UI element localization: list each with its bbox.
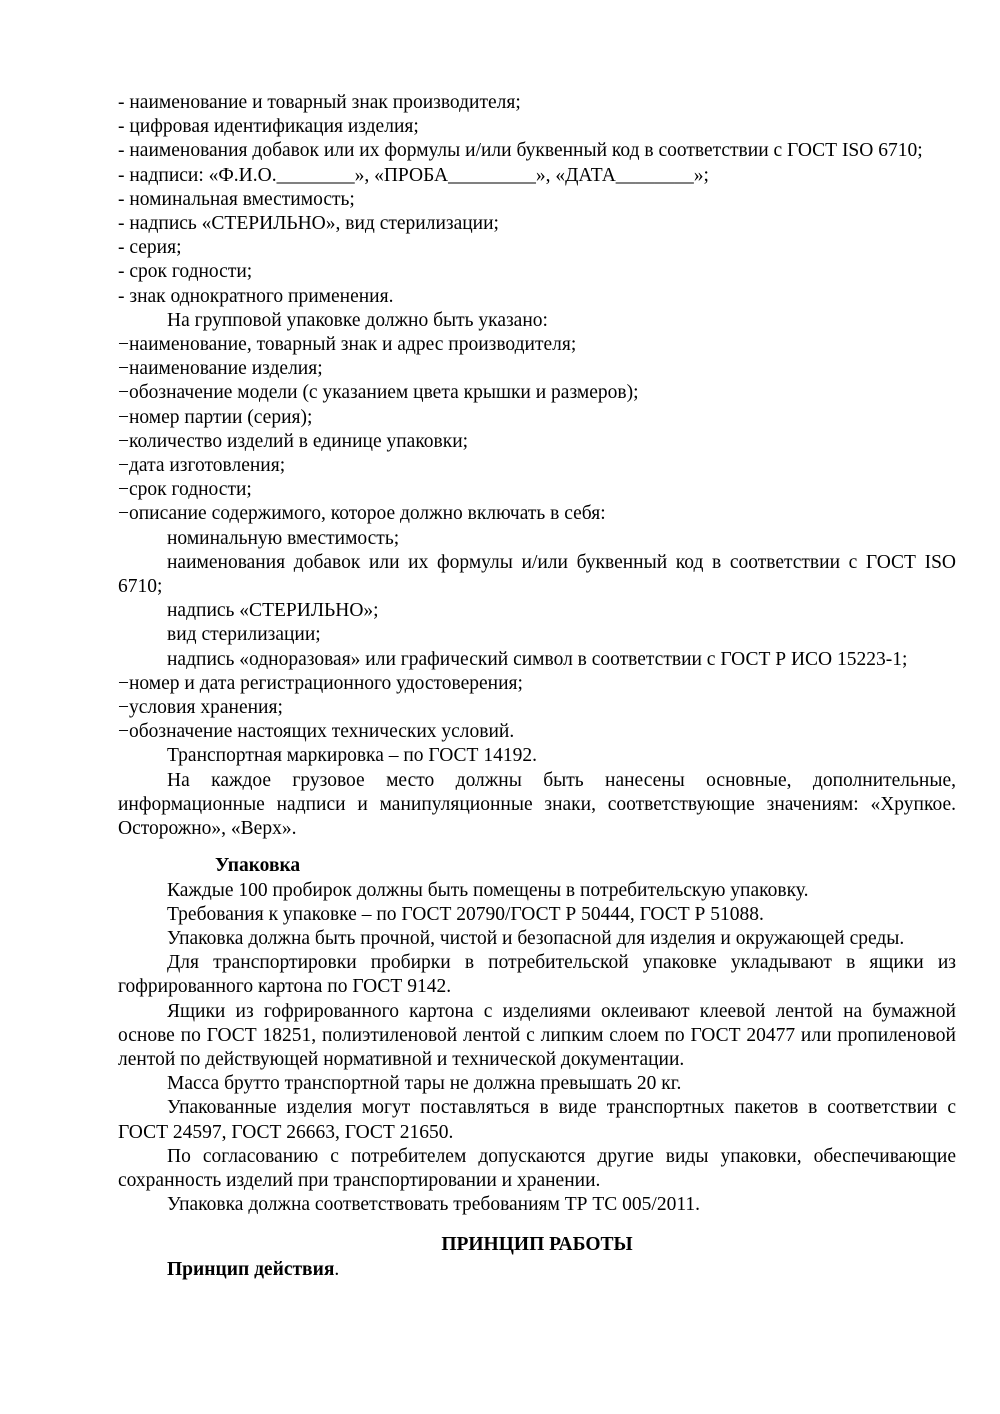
paragraph: вид стерилизации; xyxy=(167,624,321,646)
subsection-heading xyxy=(118,1258,956,1282)
list-item: −дата изготовления; xyxy=(118,455,286,477)
paragraph: Требования к упаковке – по ГОСТ 20790/ГОСТ Р 50444, ГОСТ Р 51088. xyxy=(167,903,764,925)
paragraph: Упаковка должна соответствовать требованиям ТР ТС 005/2011. xyxy=(167,1194,700,1216)
list-item: - серия; xyxy=(118,237,182,259)
chapter-heading: ПРИНЦИП РАБОТЫ xyxy=(441,1234,633,1256)
bold-lead-text: Принцип действия xyxy=(167,1258,335,1280)
paragraph-tail: . xyxy=(334,1258,340,1280)
paragraph: номинальную вместимость; xyxy=(167,527,400,549)
paragraph: На каждое грузовое место должны быть нанесены основные, дополнительные, информационные надписи и манипуляционные знаки, соответствующие значениям: «Хрупкое. Осторожно», «Верх». xyxy=(118,769,956,840)
paragraph: надпись «одноразовая» или графический символ в соответствии с ГОСТ Р ИСО 15223-1; xyxy=(167,648,908,670)
list-item: −номер партии (серия); xyxy=(118,406,313,428)
paragraph: По согласованию с потребителем допускаются другие виды упаковки, обеспечивающие сохранность изделий при транспортировании и хранении. xyxy=(118,1145,956,1191)
list-item: - номинальная вместимость; xyxy=(118,188,355,210)
paragraph: надпись «СТЕРИЛЬНО»; xyxy=(167,600,379,622)
list-item: - надписи: «Ф.И.О.________», «ПРОБА_________», «ДАТА________»; xyxy=(118,164,709,186)
list-item: −описание содержимого, которое должно включать в себя: xyxy=(118,503,606,525)
list-item: −срок годности; xyxy=(118,479,252,501)
section-heading: Упаковка xyxy=(215,855,301,877)
list-item: −обозначение настоящих технических условий. xyxy=(118,721,515,743)
paragraph: Транспортная маркировка – по ГОСТ 14192. xyxy=(167,745,537,767)
document-body xyxy=(118,91,956,1282)
paragraph: наименования добавок или их формулы и/или буквенный код в соответствии с ГОСТ ISO 6710; xyxy=(118,551,956,598)
paragraph: Ящики из гофрированного картона с изделиями оклеивают клеевой лентой на бумажной основе по ГОСТ 18251, полиэтиленовой лентой с липким слоем по ГОСТ 20477 или пропиленовой лентой по действующей нормативной и технической документации. xyxy=(118,1000,956,1070)
list-item: −номер и дата регистрационного удостоверения; xyxy=(118,672,523,694)
list-item: - цифровая идентификация изделия; xyxy=(118,116,419,138)
paragraph: Упакованные изделия могут поставляться в виде транспортных пакетов в соответствии с ГОСТ 24597, ГОСТ 26663, ГОСТ 21650. xyxy=(118,1097,956,1143)
list-item: −обозначение модели (с указанием цвета крышки и размеров); xyxy=(118,382,639,404)
paragraph: Упаковка должна быть прочной, чистой и безопасной для изделия и окружающей среды. xyxy=(167,927,905,949)
list-item: −наименование, товарный знак и адрес производителя; xyxy=(118,334,577,356)
list-item: - срок годности; xyxy=(118,261,253,283)
paragraph: Каждые 100 пробирок должны быть помещены в потребительскую упаковку. xyxy=(167,879,809,901)
paragraph: Масса брутто транспортной тары не должна превышать 20 кг. xyxy=(167,1073,682,1095)
list-item: - знак однократного применения. xyxy=(118,285,394,307)
list-item: - наименование и товарный знак производителя; xyxy=(118,92,521,113)
list-item: −количество изделий в единице упаковки; xyxy=(118,430,469,452)
list-item: - наименования добавок или их формулы и/или буквенный код в соответствии с ГОСТ ISO 6710; xyxy=(118,140,923,162)
list-item: −условия хранения; xyxy=(118,697,283,719)
list-item: −наименование изделия; xyxy=(118,358,323,380)
paragraph: На групповой упаковке должно быть указано: xyxy=(167,309,548,331)
list-item: - надпись «СТЕРИЛЬНО», вид стерилизации; xyxy=(118,213,499,235)
paragraph: Для транспортировки пробирки в потребительской упаковке укладывают в ящики из гофрированного картона по ГОСТ 9142. xyxy=(118,952,956,998)
